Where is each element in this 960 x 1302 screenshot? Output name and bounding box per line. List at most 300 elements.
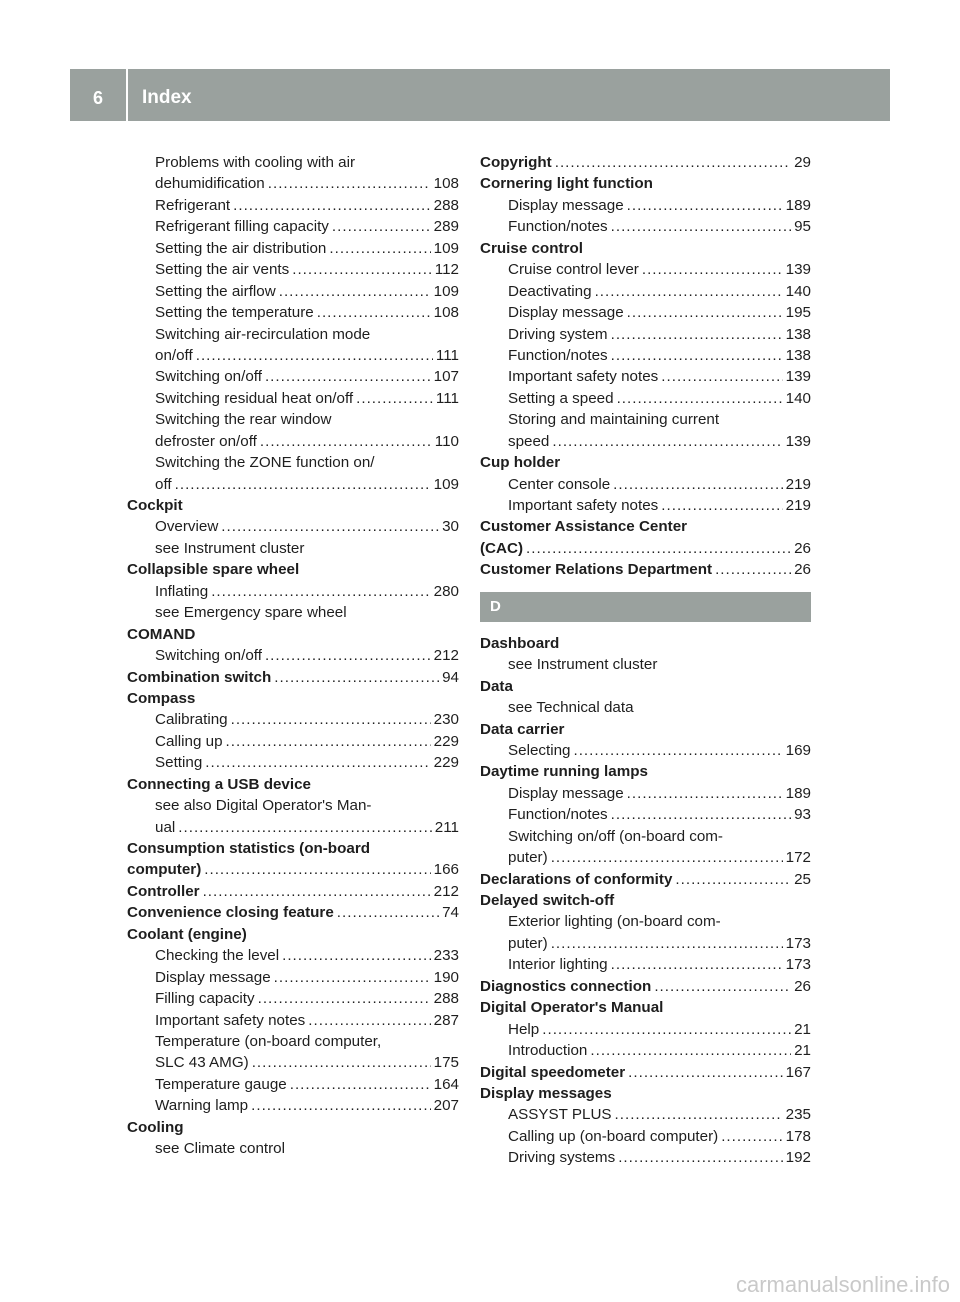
dot-leader xyxy=(627,195,783,216)
entry-text: Daytime running lamps xyxy=(480,763,648,781)
page-reference[interactable]: 229 xyxy=(433,732,459,750)
page-reference[interactable]: 140 xyxy=(785,389,811,407)
entry-text: Cornering light function xyxy=(480,175,653,193)
dot-leader xyxy=(595,281,783,302)
entry-text: Display message xyxy=(508,304,624,322)
entry-text: see Climate control xyxy=(155,1140,285,1158)
dot-leader xyxy=(265,645,431,666)
entry-text: Selecting xyxy=(508,741,571,759)
page-title: Index xyxy=(142,87,192,108)
dot-leader xyxy=(552,431,782,452)
dot-leader xyxy=(661,366,782,387)
entry-text: Important safety notes xyxy=(508,497,659,514)
index-subentry xyxy=(127,195,459,216)
dot-leader xyxy=(551,847,783,868)
dot-leader xyxy=(617,388,783,409)
entry-text: Data carrier xyxy=(480,720,565,738)
index-subentry xyxy=(480,195,811,216)
dot-leader xyxy=(233,195,431,216)
entry-text: Introduction xyxy=(508,1042,588,1060)
index-subentry xyxy=(480,259,811,280)
dot-leader xyxy=(290,1074,431,1095)
index-subentry xyxy=(480,409,811,430)
index-heading xyxy=(127,774,459,795)
index-subentry xyxy=(127,752,459,773)
page-reference[interactable]: 111 xyxy=(435,346,459,364)
page-reference[interactable]: 139 xyxy=(785,368,811,386)
index-heading xyxy=(480,869,811,890)
dot-leader xyxy=(204,859,430,880)
entry-text: Exterior lighting (on-board com- xyxy=(508,913,721,931)
page-reference[interactable]: 219 xyxy=(785,475,811,493)
entry-text: Deactivating xyxy=(508,282,592,300)
dot-leader xyxy=(279,281,431,302)
page-reference[interactable]: 74 xyxy=(442,904,459,922)
index-heading xyxy=(480,719,811,740)
page-reference[interactable]: 21 xyxy=(794,1020,811,1038)
entry-text: Collapsible spare wheel xyxy=(127,561,300,579)
index-subentry xyxy=(127,538,459,559)
page-reference[interactable]: 233 xyxy=(433,947,459,965)
entry-text: see Instrument cluster xyxy=(155,539,305,557)
entry-text: Dashboard xyxy=(480,634,560,652)
dot-leader xyxy=(551,933,783,954)
page-reference[interactable]: 21 xyxy=(794,1042,811,1060)
page-reference[interactable]: 169 xyxy=(785,741,811,759)
index-subentry xyxy=(480,1126,811,1147)
entry-text: Setting the temperature xyxy=(155,304,314,322)
dot-leader xyxy=(611,324,783,345)
page-reference[interactable]: 111 xyxy=(435,389,459,407)
index-heading xyxy=(127,902,459,923)
entry-text: Customer Assistance Center xyxy=(480,518,688,536)
entry-text: Display message xyxy=(508,784,624,802)
page-reference[interactable]: 109 xyxy=(433,239,459,257)
dot-leader xyxy=(661,495,782,516)
index-subentry xyxy=(480,345,811,366)
index-subentry xyxy=(127,259,459,280)
entry-text: Function/notes xyxy=(508,346,608,364)
entry-text: Display message xyxy=(508,196,624,214)
entry-text: Temperature (on-board computer, xyxy=(155,1032,382,1050)
page-reference[interactable]: 287 xyxy=(433,1011,459,1029)
entry-text: speed xyxy=(508,432,550,450)
index-subentry xyxy=(480,366,811,387)
entry-text: Digital Operator's Manual xyxy=(480,999,664,1017)
entry-text: Important safety notes xyxy=(508,368,659,386)
entry-text: Refrigerant filling capacity xyxy=(155,218,329,236)
dot-leader xyxy=(618,1147,782,1168)
entry-text: Compass xyxy=(127,689,196,707)
entry-text: Driving system xyxy=(508,325,608,343)
entry-text: Setting the air vents xyxy=(155,261,290,279)
page-reference[interactable]: 229 xyxy=(433,754,459,772)
entry-text: Cooling xyxy=(127,1118,184,1136)
index-subentry xyxy=(127,709,459,730)
page-number: 6 xyxy=(92,88,103,108)
index-subentry xyxy=(127,516,459,537)
entry-text: Inflating xyxy=(155,582,209,600)
entry-text: Center console xyxy=(508,475,611,493)
index-subentry xyxy=(480,1104,811,1125)
index-heading xyxy=(127,495,459,516)
page-reference[interactable]: 26 xyxy=(794,561,811,579)
dot-leader xyxy=(628,1062,782,1083)
entry-text: computer) xyxy=(127,861,202,879)
header-divider xyxy=(126,69,128,121)
entry-text: Function/notes xyxy=(508,218,608,236)
dot-leader xyxy=(611,345,783,366)
dot-leader xyxy=(268,173,431,194)
index-subentry xyxy=(127,795,459,816)
index-subentry xyxy=(480,216,811,237)
index-heading xyxy=(480,976,811,997)
index-heading xyxy=(480,761,811,782)
dot-leader xyxy=(627,783,783,804)
entry-text: defroster on/off xyxy=(155,432,257,450)
index-subentry xyxy=(127,431,459,452)
index-subentry xyxy=(480,302,811,323)
dot-leader xyxy=(615,1104,783,1125)
page-reference[interactable]: 289 xyxy=(433,218,459,236)
index-subentry xyxy=(127,967,459,988)
index-subentry xyxy=(480,474,811,495)
entry-text: puter) xyxy=(508,849,548,867)
index-subentry xyxy=(127,452,459,473)
index-subentry xyxy=(480,1147,811,1168)
watermark: carmanualsonline.info xyxy=(735,1272,950,1297)
index-subentry xyxy=(480,388,811,409)
entry-text: Switching air-recirculation mode xyxy=(155,325,371,343)
dot-leader xyxy=(274,967,431,988)
index-subentry xyxy=(127,281,459,302)
entry-text: Setting the airflow xyxy=(155,282,276,300)
dot-leader xyxy=(308,1010,430,1031)
index-subentry xyxy=(127,817,459,838)
dot-leader xyxy=(258,988,431,1009)
index-heading xyxy=(127,688,459,709)
index-subentry xyxy=(480,1019,811,1040)
entry-text: Switching the ZONE function on/ xyxy=(155,454,375,472)
dot-leader xyxy=(654,976,791,997)
dot-leader xyxy=(203,881,431,902)
page-reference[interactable]: 207 xyxy=(433,1097,459,1115)
dot-leader xyxy=(590,1040,791,1061)
entry-text: Interior lighting xyxy=(508,956,608,974)
entry-text: Digital speedometer xyxy=(480,1063,626,1081)
index-heading xyxy=(480,633,811,654)
entry-text: ual xyxy=(155,818,176,836)
dot-leader xyxy=(356,388,433,409)
page-reference[interactable]: 288 xyxy=(433,990,459,1008)
index-subentry xyxy=(127,474,459,495)
page-reference[interactable]: 109 xyxy=(433,282,459,300)
page-reference[interactable]: 288 xyxy=(433,196,459,214)
entry-text: Problems with cooling with air xyxy=(155,154,356,171)
dot-leader xyxy=(337,902,439,923)
page-reference[interactable]: 93 xyxy=(794,806,811,824)
index-subentry xyxy=(127,366,459,387)
entry-text: Calibrating xyxy=(155,711,228,729)
dot-leader xyxy=(211,581,430,602)
entry-text: Coolant (engine) xyxy=(127,925,247,943)
index-subentry xyxy=(127,409,459,430)
index-subentry xyxy=(127,324,459,345)
index-subentry xyxy=(127,581,459,602)
index-subentry xyxy=(127,645,459,666)
dot-leader xyxy=(627,302,783,323)
dot-leader xyxy=(265,366,431,387)
page-reference[interactable]: 29 xyxy=(794,154,811,171)
page-reference[interactable]: 192 xyxy=(785,1149,811,1167)
page-reference[interactable]: 108 xyxy=(433,175,459,193)
entry-text: (CAC) xyxy=(480,539,524,557)
page-reference[interactable]: 172 xyxy=(785,849,811,867)
entry-text: dehumidification xyxy=(155,175,265,193)
entry-text: Display message xyxy=(155,968,271,986)
entry-text: Important safety notes xyxy=(155,1011,306,1029)
dot-leader xyxy=(274,667,439,688)
index-subentry xyxy=(480,281,811,302)
entry-text: Calling up (on-board computer) xyxy=(508,1127,719,1145)
page-reference[interactable]: 26 xyxy=(794,977,811,995)
page-reference[interactable]: 139 xyxy=(785,432,811,450)
page-reference[interactable]: 108 xyxy=(433,304,459,322)
entry-text: Cruise control xyxy=(480,239,583,257)
entry-text: Switching the rear window xyxy=(155,411,332,429)
index-subentry xyxy=(127,238,459,259)
index-column-right xyxy=(480,152,811,1169)
index-heading xyxy=(480,890,811,911)
index-heading xyxy=(127,838,459,859)
dot-leader xyxy=(642,259,783,280)
entry-text: Convenience closing feature xyxy=(127,904,334,922)
page-reference[interactable]: 138 xyxy=(785,325,811,343)
index-heading xyxy=(127,1117,459,1138)
entry-text: Delayed switch-off xyxy=(480,892,615,909)
entry-text: Setting xyxy=(155,754,203,772)
entry-text: Setting a speed xyxy=(508,389,614,407)
entry-text: off xyxy=(155,475,172,493)
index-subentry xyxy=(127,216,459,237)
index-subentry xyxy=(480,740,811,761)
page-reference[interactable]: 235 xyxy=(785,1106,811,1124)
index-heading xyxy=(480,538,811,559)
index-heading xyxy=(127,881,459,902)
entry-text: Refrigerant xyxy=(155,196,231,214)
index-subentry xyxy=(127,1074,459,1095)
entry-text: Controller xyxy=(127,882,200,900)
page-reference[interactable]: 173 xyxy=(785,956,811,974)
entry-text: Temperature gauge xyxy=(155,1075,287,1093)
page-reference[interactable]: 140 xyxy=(785,282,811,300)
page-reference[interactable]: 195 xyxy=(785,304,811,322)
dot-leader xyxy=(260,431,432,452)
index-subentry xyxy=(127,988,459,1009)
entry-text: Help xyxy=(508,1020,540,1038)
index-heading xyxy=(127,924,459,945)
dot-leader xyxy=(555,152,791,173)
index-subentry xyxy=(127,173,459,194)
index-heading xyxy=(480,997,811,1018)
index-heading xyxy=(480,173,811,194)
index-subentry xyxy=(127,731,459,752)
page-reference[interactable]: 190 xyxy=(433,968,459,986)
index-subentry xyxy=(127,152,459,173)
page-reference[interactable]: 94 xyxy=(442,668,459,686)
page-reference[interactable]: 175 xyxy=(433,1054,459,1072)
index-subentry xyxy=(127,602,459,623)
index-subentry xyxy=(127,388,459,409)
entry-text: see Technical data xyxy=(508,699,634,717)
dot-leader xyxy=(329,238,430,259)
index-heading xyxy=(127,667,459,688)
index-heading xyxy=(480,238,811,259)
index-subentry xyxy=(127,1052,459,1073)
page-header xyxy=(70,69,890,121)
page-reference[interactable]: 164 xyxy=(433,1075,459,1093)
index-heading xyxy=(127,559,459,580)
dot-leader xyxy=(317,302,431,323)
entry-text: COMAND xyxy=(127,625,196,643)
entry-text: Driving systems xyxy=(508,1149,616,1167)
entry-text: on/off xyxy=(155,346,193,364)
page-reference[interactable]: 26 xyxy=(794,539,811,557)
page-reference[interactable]: 25 xyxy=(794,870,811,888)
page-reference[interactable]: 212 xyxy=(433,647,459,665)
section-letter: D xyxy=(480,592,811,622)
index-subentry xyxy=(480,847,811,868)
page-reference[interactable]: 212 xyxy=(433,882,459,900)
page-reference[interactable]: 139 xyxy=(785,261,811,279)
page-reference[interactable]: 219 xyxy=(785,497,811,514)
entry-text: Display messages xyxy=(480,1084,612,1102)
dot-leader xyxy=(613,474,783,495)
entry-text: Setting the air distribution xyxy=(155,239,327,257)
dot-leader xyxy=(175,474,431,495)
dot-leader xyxy=(252,1052,431,1073)
page-reference[interactable]: 230 xyxy=(433,711,459,729)
entry-text: Switching on/off xyxy=(155,647,262,665)
dot-leader xyxy=(526,538,791,559)
entry-text: Overview xyxy=(155,518,219,536)
index-heading xyxy=(480,1062,811,1083)
index-subentry xyxy=(127,302,459,323)
entry-text: SLC 43 AMG) xyxy=(155,1054,249,1072)
dot-leader xyxy=(282,945,431,966)
entry-text: Switching on/off xyxy=(155,368,262,386)
index-subentry xyxy=(480,324,811,345)
page-reference[interactable]: 173 xyxy=(785,934,811,952)
index-subentry xyxy=(480,654,811,675)
page-reference[interactable]: 189 xyxy=(785,784,811,802)
page-reference[interactable]: 107 xyxy=(433,368,459,386)
index-subentry xyxy=(127,345,459,366)
page-reference[interactable]: 211 xyxy=(434,818,459,836)
entry-text: Data xyxy=(480,677,513,695)
entry-text: Connecting a USB device xyxy=(127,775,311,793)
index-subentry xyxy=(480,911,811,932)
index-heading xyxy=(480,1083,811,1104)
dot-leader xyxy=(292,259,432,280)
page-reference[interactable]: 138 xyxy=(785,346,811,364)
page-reference[interactable]: 110 xyxy=(434,432,459,450)
index-column-left xyxy=(127,152,459,1160)
page-reference[interactable]: 166 xyxy=(433,861,459,879)
page-reference[interactable]: 95 xyxy=(794,218,811,236)
entry-text: Switching on/off (on-board com- xyxy=(508,827,723,845)
dot-leader xyxy=(611,216,791,237)
entry-text: ASSYST PLUS xyxy=(508,1106,612,1124)
entry-text: Function/notes xyxy=(508,806,608,824)
entry-text: Cockpit xyxy=(127,497,183,514)
index-subentry xyxy=(480,1040,811,1061)
index-subentry xyxy=(480,431,811,452)
entry-text: see Instrument cluster xyxy=(508,656,658,674)
dot-leader xyxy=(611,954,783,975)
entry-text: Checking the level xyxy=(155,947,280,965)
entry-text: see also Digital Operator's Man- xyxy=(155,797,372,815)
entry-text: Declarations of conformity xyxy=(480,870,673,888)
entry-text: Calling up xyxy=(155,732,223,750)
index-subentry xyxy=(127,1010,459,1031)
entry-text: Cup holder xyxy=(480,454,561,472)
entry-text: puter) xyxy=(508,934,548,952)
entry-text: Cruise control lever xyxy=(508,261,639,279)
index-heading xyxy=(480,452,811,473)
entry-text: Storing and maintaining current xyxy=(508,411,720,429)
dot-leader xyxy=(721,1126,782,1147)
dot-leader xyxy=(332,216,431,237)
entry-text: Combination switch xyxy=(127,668,272,686)
index-heading xyxy=(480,676,811,697)
index-subentry xyxy=(480,954,811,975)
dot-leader xyxy=(611,804,791,825)
dot-leader xyxy=(542,1019,791,1040)
entry-text: Warning lamp xyxy=(155,1097,249,1115)
index-heading xyxy=(480,559,811,580)
index-heading xyxy=(127,859,459,880)
index-subentry xyxy=(127,1138,459,1159)
entry-text: Switching residual heat on/off xyxy=(155,389,354,407)
page-reference[interactable]: 280 xyxy=(433,582,459,600)
index-subentry xyxy=(480,826,811,847)
page-reference[interactable]: 112 xyxy=(434,261,459,279)
entry-text: Diagnostics connection xyxy=(480,977,652,995)
entry-text: Customer Relations Department xyxy=(480,561,713,579)
dot-leader xyxy=(196,345,433,366)
dot-leader xyxy=(675,869,791,890)
dot-leader xyxy=(231,709,431,730)
page-reference[interactable]: 30 xyxy=(442,518,459,536)
dot-leader xyxy=(226,731,431,752)
page-reference[interactable]: 167 xyxy=(785,1063,811,1081)
index-subentry xyxy=(127,1095,459,1116)
page-reference[interactable]: 109 xyxy=(433,475,459,493)
dot-leader xyxy=(573,740,782,761)
index-heading xyxy=(480,516,811,537)
index-heading xyxy=(127,624,459,645)
entry-text: Filling capacity xyxy=(155,990,255,1008)
index-heading xyxy=(480,152,811,173)
index-subentry xyxy=(480,783,811,804)
dot-leader xyxy=(221,516,439,537)
page-reference[interactable]: 189 xyxy=(785,196,811,214)
page-reference[interactable]: 178 xyxy=(785,1127,811,1145)
index-subentry xyxy=(127,945,459,966)
index-subentry xyxy=(127,1031,459,1052)
index-subentry xyxy=(480,804,811,825)
